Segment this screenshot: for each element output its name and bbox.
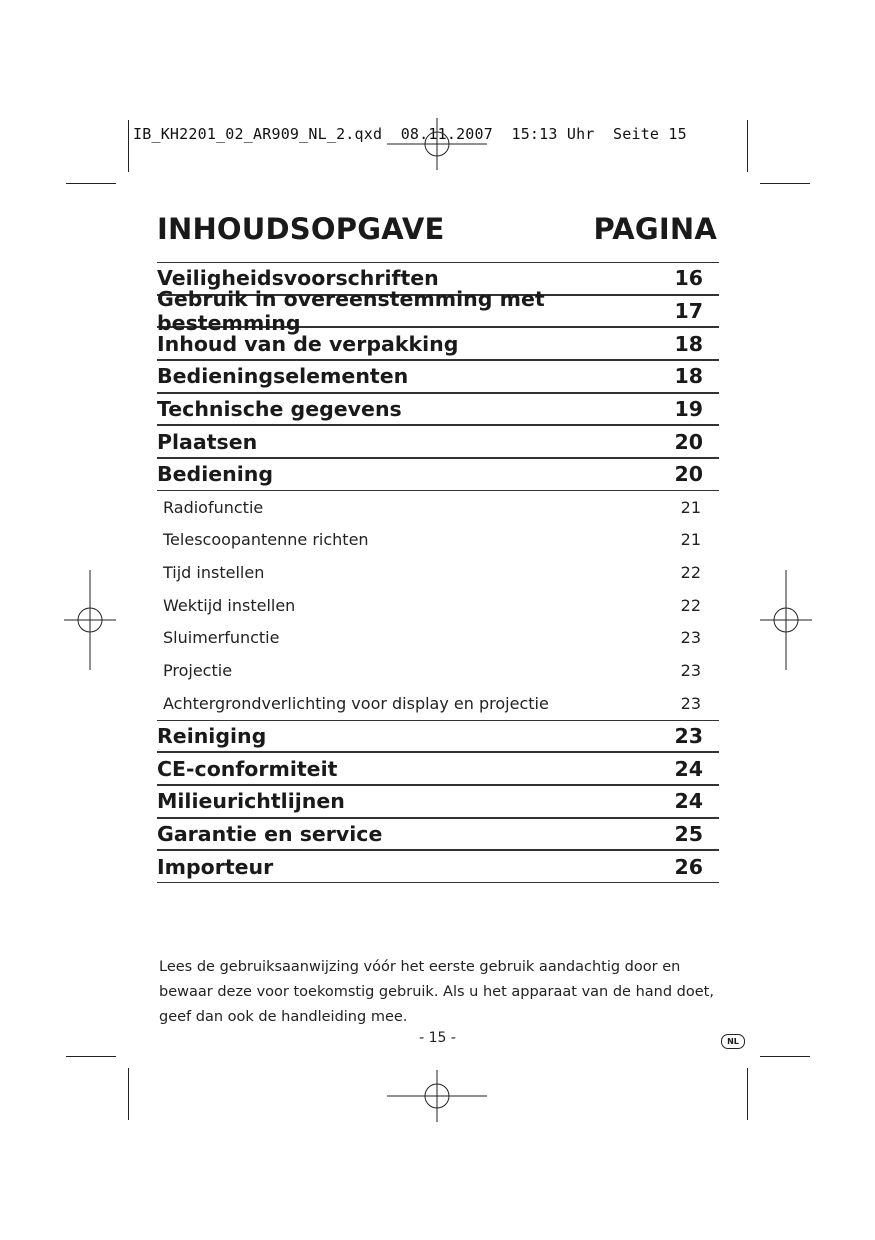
registration-mark-left [64, 570, 116, 670]
toc-subsection [157, 589, 719, 622]
toc-entry-page: 23 [674, 723, 703, 748]
registration-mark-bottom [387, 1070, 487, 1122]
toc-entry-title: Importeur [157, 854, 274, 879]
toc-entry-title: Veiligheidsvoorschriften [157, 266, 439, 291]
toc-section [157, 425, 719, 458]
print-slug: IB_KH2201_02_AR909_NL_2.qxd 08.11.2007 15:13 Uhr Seite 15 [133, 125, 687, 143]
toc-entry-title: Bediening [157, 462, 274, 487]
toc-entry-page: 20 [674, 429, 703, 454]
toc-entry-title: Plaatsen [157, 429, 258, 454]
toc-subsection [157, 524, 719, 557]
toc-entry-title: Garantie en service [157, 822, 383, 847]
toc-entry-page: 20 [674, 462, 703, 487]
toc-entry-title: Inhoud van de verpakking [157, 331, 459, 356]
toc-entry-page: 21 [680, 530, 701, 550]
toc-entry-page: 23 [680, 693, 701, 713]
toc-section [157, 785, 719, 818]
toc-section [157, 850, 719, 883]
language-badge: NL [721, 1034, 745, 1049]
toc-section [157, 720, 719, 753]
toc-entry-title: Telescoopantenne richten [163, 530, 369, 550]
toc-entry-title: Bedieningselementen [157, 364, 409, 389]
page-column-label: PAGINA [593, 212, 717, 246]
toc-section [157, 393, 719, 426]
toc-entry-page: 19 [674, 397, 703, 422]
toc-entry-page: 24 [674, 756, 703, 781]
toc-subsection [157, 622, 719, 655]
toc-entry-title: Projectie [163, 661, 233, 681]
toc-section [157, 287, 719, 336]
toc-entry-title: Achtergrondverlichting voor display en projectie [163, 693, 549, 713]
toc-entry-page: 21 [680, 497, 701, 517]
toc-entry-page: 23 [680, 628, 701, 648]
toc-entry-page: 18 [674, 331, 703, 356]
toc-entry-page: 16 [674, 266, 703, 291]
toc-subsection [157, 556, 719, 589]
toc-section [157, 360, 719, 393]
toc-entry-page: 25 [674, 822, 703, 847]
toc-title: INHOUDSOPGAVE [157, 212, 445, 246]
toc-subsection [157, 687, 719, 720]
toc-heading [157, 212, 717, 246]
toc-entry-title: Technische gegevens [157, 397, 402, 422]
registration-mark-right [760, 570, 812, 670]
toc-entry-title: CE-conformiteit [157, 756, 338, 781]
toc-entry-title: Radiofunctie [163, 497, 264, 517]
toc-section [157, 752, 719, 785]
toc-entry-page: 17 [674, 299, 703, 324]
toc-entry-title: Wektijd instellen [163, 595, 296, 615]
toc-subsection [157, 654, 719, 687]
toc-entry-page: 24 [674, 789, 703, 814]
toc-entry-page: 22 [680, 563, 701, 583]
toc-entry-page: 22 [680, 595, 701, 615]
toc-entry-page: 23 [680, 661, 701, 681]
toc-entry-page: 26 [674, 854, 703, 879]
toc-entry-title: Tijd instellen [163, 563, 265, 583]
toc-entry-title: Gebruik in overeenstemming met bestemming [157, 287, 545, 336]
toc-subsection [157, 491, 719, 524]
toc-section [157, 458, 719, 491]
usage-note: Lees de gebruiksaanwijzing vóór het eerste gebruik aandachtig door en bewaar deze voor toekomstig gebruik. Als u het apparaat van de hand doet, geef dan ook de handleiding mee. [159, 959, 714, 1025]
table-of-contents [157, 262, 719, 883]
toc-entry-page: 18 [674, 364, 703, 389]
page-number: - 15 - [419, 1030, 456, 1046]
registration-mark-top [387, 118, 487, 170]
toc-entry-title: Reiniging [157, 723, 267, 748]
toc-entry-title: Sluimerfunctie [163, 628, 280, 648]
toc-entry-title: Milieurichtlijnen [157, 789, 345, 814]
toc-section [157, 818, 719, 851]
